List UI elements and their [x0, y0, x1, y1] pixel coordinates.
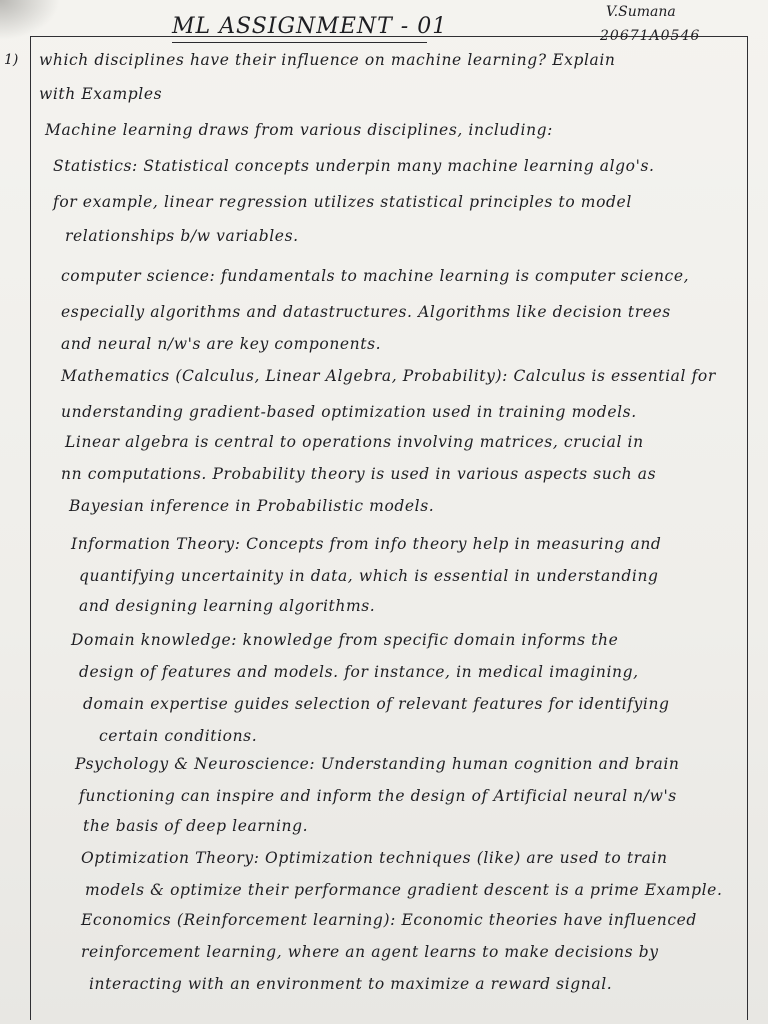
answer-line: for example, linear regression utilizes statistical principles to model	[53, 193, 632, 211]
roll-number: 20671A0546	[600, 28, 701, 44]
answer-line: and designing learning algorithms.	[79, 597, 376, 615]
page-corner-shadow	[0, 0, 60, 40]
answer-line: Psychology & Neuroscience: Understanding human cognition and brain	[75, 755, 680, 773]
answer-line: and neural n/w's are key components.	[61, 335, 382, 353]
answer-line: nn computations. Probability theory is used in various aspects such as	[61, 465, 657, 483]
answer-line: the basis of deep learning.	[83, 817, 309, 835]
question-line: which disciplines have their influence on machine learning? Explain	[39, 51, 616, 69]
page-margin-frame	[30, 36, 748, 1020]
answer-line: Mathematics (Calculus, Linear Algebra, Probability): Calculus is essential for	[61, 367, 716, 385]
answer-line: relationships b/w variables.	[65, 227, 299, 245]
answer-line: Linear algebra is central to operations involving matrices, crucial in	[65, 433, 644, 451]
student-name: V.Sumana	[606, 4, 676, 20]
answer-line: Economics (Reinforcement learning): Economic theories have influenced	[81, 911, 697, 929]
answer-line: Optimization Theory: Optimization techniques (like) are used to train	[81, 849, 668, 867]
answer-line: models & optimize their performance gradient descent is a prime Example.	[85, 881, 723, 899]
answer-line: reinforcement learning, where an agent learns to make decisions by	[81, 943, 659, 961]
answer-line: Statistics: Statistical concepts underpin many machine learning algo's.	[53, 157, 655, 175]
answer-line: design of features and models. for instance, in medical imagining,	[79, 663, 639, 681]
answer-line: Domain knowledge: knowledge from specific domain informs the	[71, 631, 619, 649]
answer-line: especially algorithms and datastructures. Algorithms like decision trees	[61, 303, 671, 321]
answer-line: interacting with an environment to maximize a reward signal.	[89, 975, 613, 993]
answer-line: understanding gradient-based optimization used in training models.	[61, 403, 637, 421]
question-number: 1)	[4, 52, 19, 68]
answer-line: computer science: fundamentals to machine learning is computer science,	[61, 267, 690, 285]
answer-line: certain conditions.	[99, 727, 258, 745]
answer-line: domain expertise guides selection of relevant features for identifying	[83, 695, 670, 713]
answer-line: Bayesian inference in Probabilistic models.	[69, 497, 435, 515]
answer-line: quantifying uncertainity in data, which is essential in understanding	[79, 567, 659, 585]
answer-line: Machine learning draws from various disciplines, including:	[45, 121, 553, 139]
answer-line: Information Theory: Concepts from info theory help in measuring and	[71, 535, 662, 553]
assignment-title: ML ASSIGNMENT - 01	[172, 14, 448, 39]
question-line: with Examples	[39, 85, 163, 103]
answer-line: functioning can inspire and inform the design of Artificial neural n/w's	[79, 787, 677, 805]
